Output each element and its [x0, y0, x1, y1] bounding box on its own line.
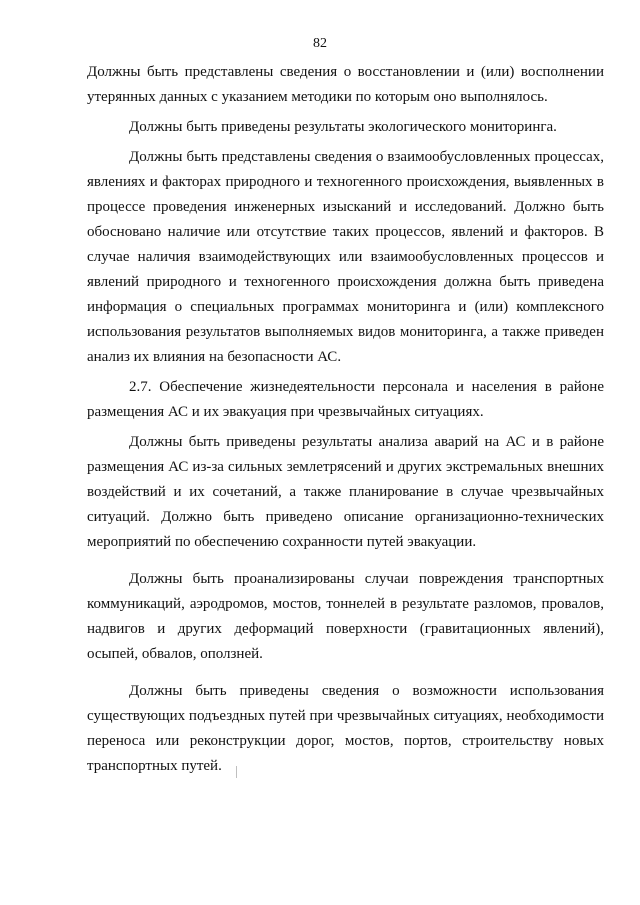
paragraph-accident-analysis: Должны быть приведены результаты анализа аварий на АС и в районе размещения АС из-за сильных землетрясений и других экстремальных внешних воздействий и их сочетаний, а также планирование в случае чрезвычайных ситуаций. Должно быть приведено описание организационно-технических мероприятий по обеспечению сохранности путей эвакуации.	[87, 434, 604, 550]
paragraph-interrelated-processes: Должны быть представлены сведения о взаимообусловленных процессах, явлениях и факторах природного и техногенного происхождения, выявленных в процессе проведения инженерных изысканий и исследований. Должно быть обосновано наличие или отсутствие таких процессов, явлений и факторов. В случае наличия взаимодействующих или взаимообусловленных процессов и явлений природного и техногенного происхождения должна быть приведена информация о специальных программах мониторинга и (или) комплексного использования результатов выполняемых видов мониторинга, а также приведен анализ их влияния на безопасности АС.	[87, 149, 604, 365]
paragraph-data-restoration: Должны быть представлены сведения о восстановлении и (или) восполнении утерянных данных с указанием методики по которым оно выполнялось.	[87, 64, 604, 105]
scan-artifact-mark	[236, 766, 237, 778]
paragraph-access-roads: Должны быть приведены сведения о возможности использования существующих подъездных путей при чрезвычайных ситуациях, необходимости переноса или реконструкции дорог, мостов, портов, строительству новых транспортных путей.	[87, 683, 604, 774]
section-heading-2-7: 2.7. Обеспечение жизнедеятельности персонала и населения в районе размещения АС и их эвакуация при чрезвычайных ситуациях.	[87, 379, 604, 420]
page-number: 82	[313, 36, 327, 51]
document-body	[87, 60, 604, 779]
paragraph-ecological-monitoring: Должны быть приведены результаты экологического мониторинга.	[129, 119, 557, 135]
paragraph-transport-damage: Должны быть проанализированы случаи повреждения транспортных коммуникаций, аэродромов, мостов, тоннелей в результате разломов, провалов, надвигов и других деформаций поверхности (гравитационных явлений), осыпей, обвалов, оползней.	[87, 571, 604, 662]
